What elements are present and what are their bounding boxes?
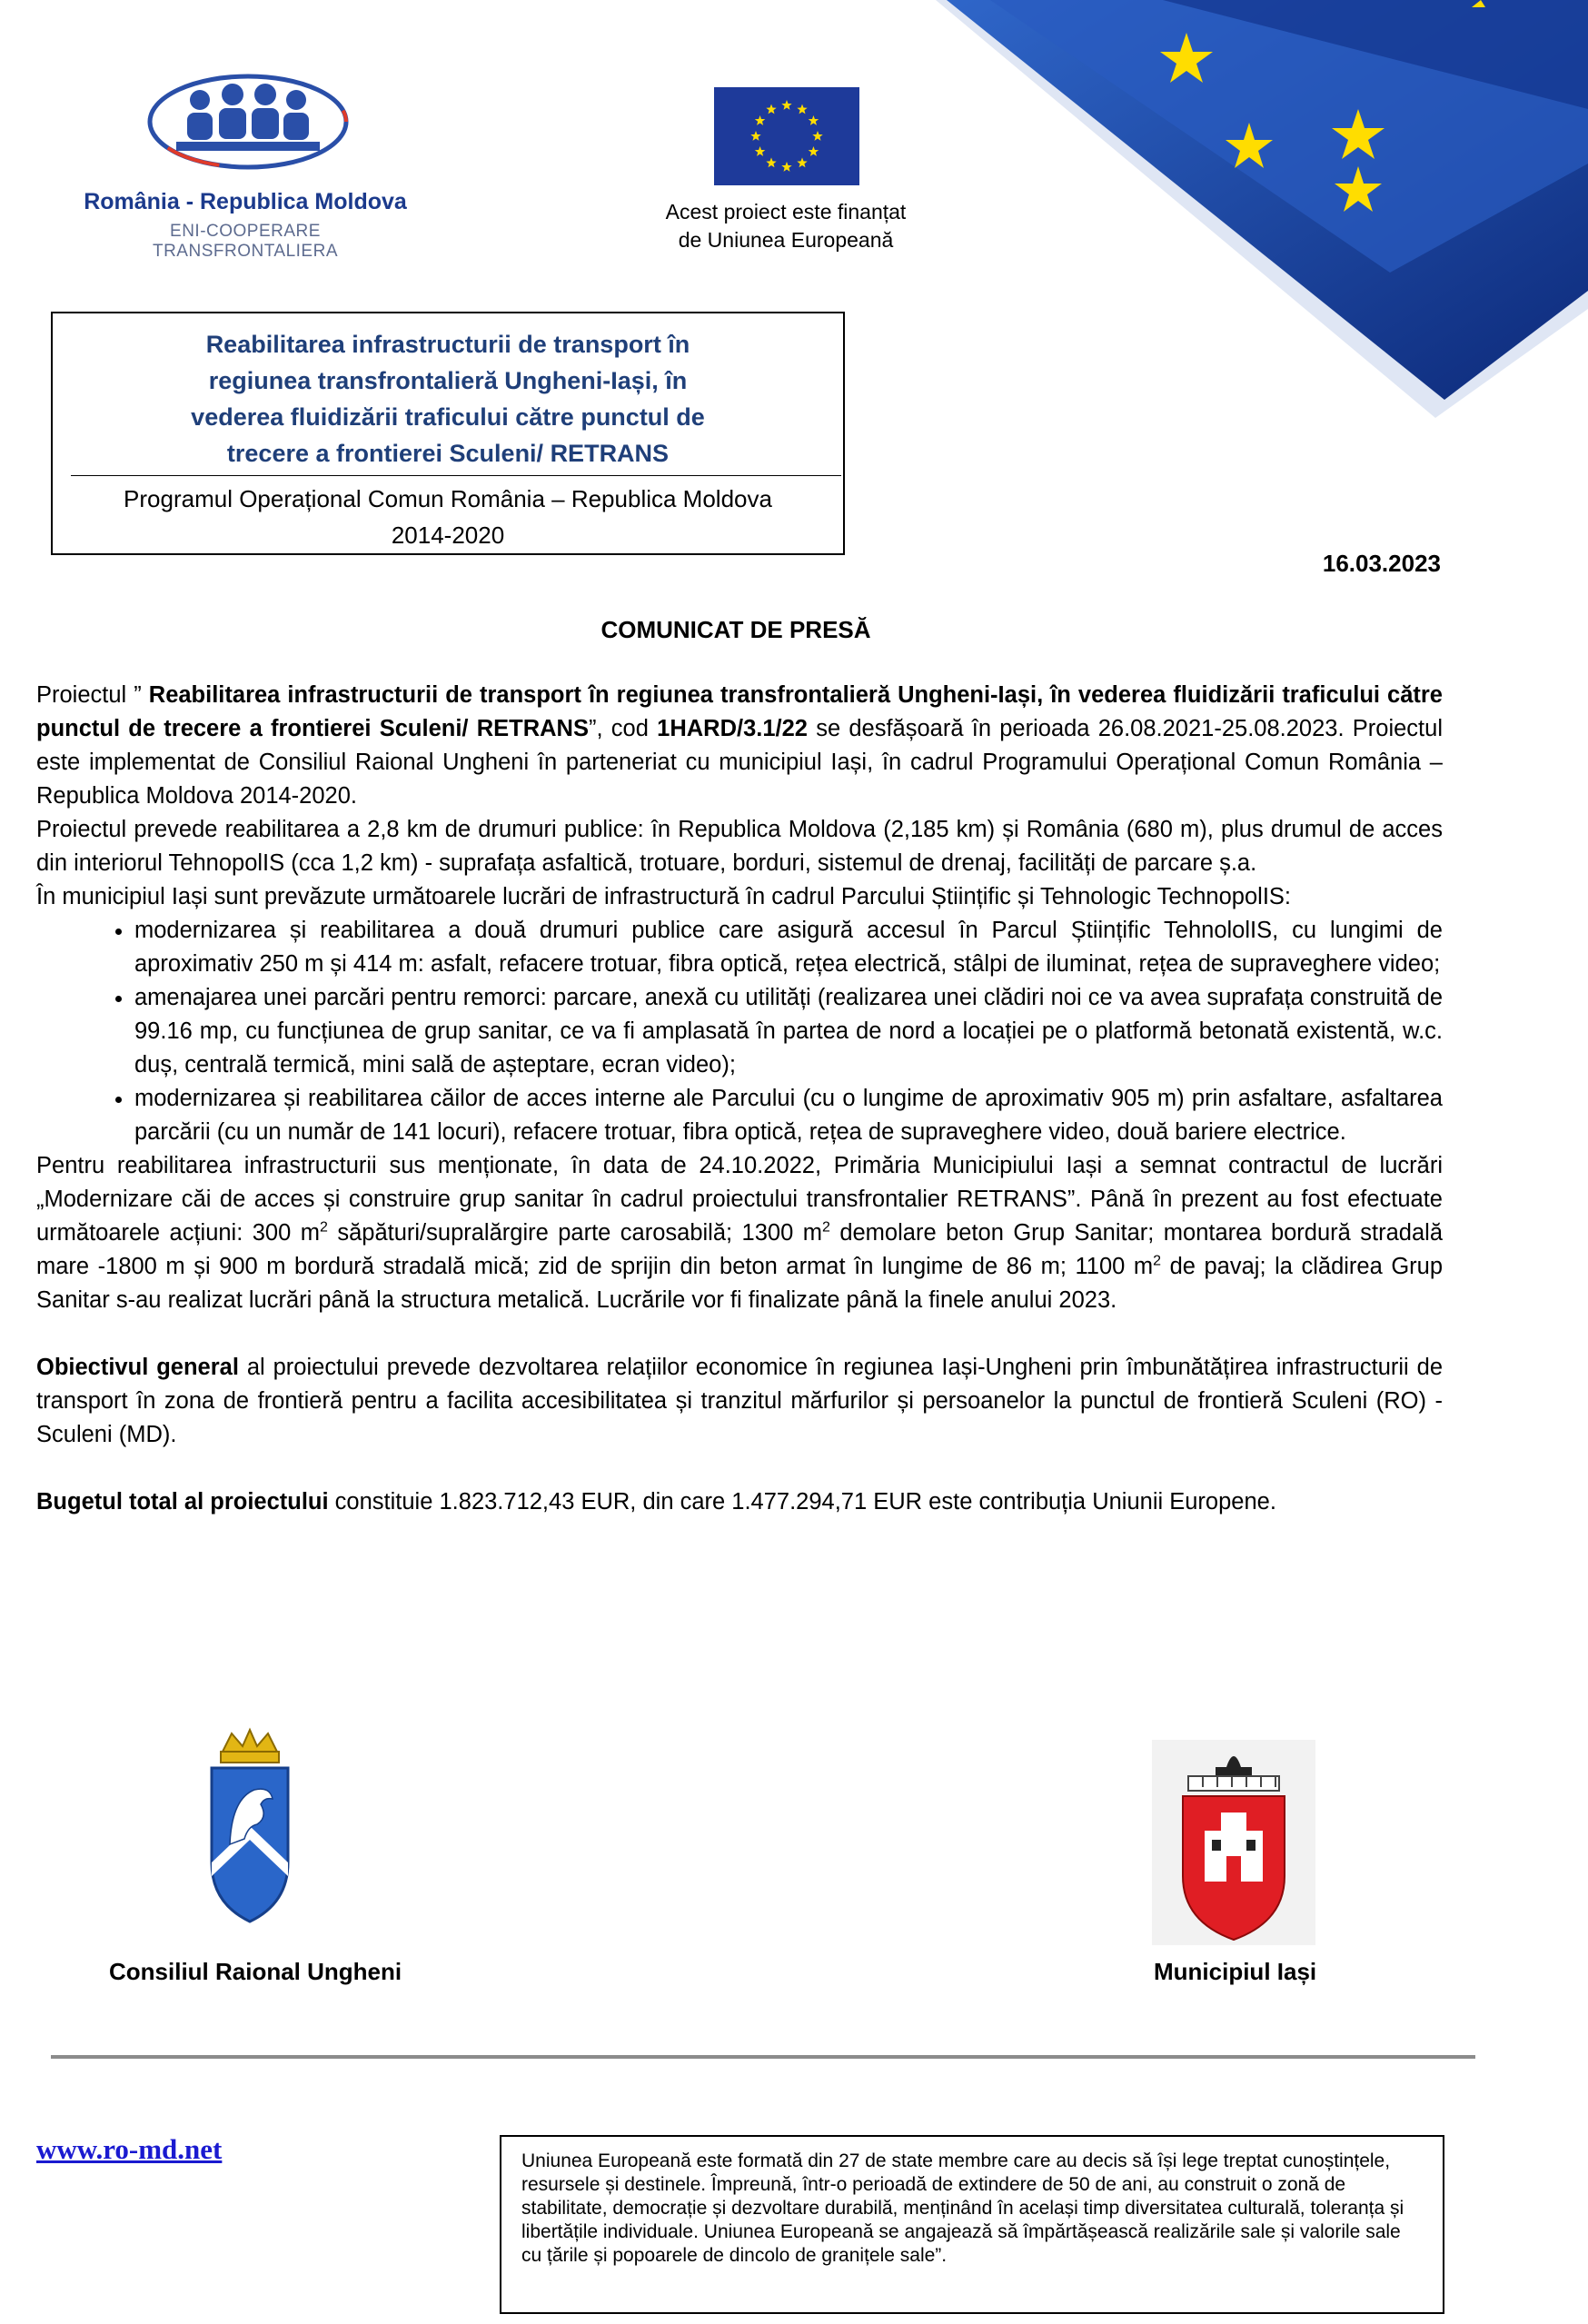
superscript: 2 xyxy=(821,1219,830,1236)
spacer xyxy=(36,1317,1443,1351)
works-list xyxy=(36,914,1443,1149)
project-title-line: regiunea transfrontalieră Ungheni-Iași, în xyxy=(208,367,688,394)
project-title xyxy=(89,326,807,472)
ungheni-coat-of-arms-icon xyxy=(182,1726,318,1926)
project-title-line: trecere a frontierei Sculeni/ RETRANS xyxy=(226,440,670,467)
programme-line-2: 2014-2020 xyxy=(391,521,505,549)
text-run: ”, cod xyxy=(588,716,658,741)
text-run: demolare beton Grup Sanitar; montarea bordură stradală mare -1800 m și 900 m bordură stradală mică; zid de sprijin din beton armat în lungime de 86 m; 1100 m xyxy=(36,1220,1443,1279)
paragraph-iasi-works: În municipiul Iași sunt prevăzute următoarele lucrări de infrastructură în cadrul Parcului Științific și Tehnologic TechnopolIS: xyxy=(36,884,1291,909)
programme-line-1: Programul Operațional Comun România – Republica Moldova xyxy=(124,485,772,512)
text-run: constituie 1.823.712,43 EUR, din care 1.477.294,71 EUR este contribuția Uniunii Europene. xyxy=(328,1489,1276,1515)
eu-flag-icon xyxy=(714,87,859,185)
paragraph-scope: Proiectul prevede reabilitarea a 2,8 km de drumuri publice: în Republica Moldova (2,185 km) și România (680 m), plus drumul de acces din interiorul TehnopolIS (cca 1,2 km) - suprafața asfaltică, trotuare, borduri, sistemul de drenaj, facilități de parcare ș.a. xyxy=(36,817,1443,876)
document-date: 16.03.2023 xyxy=(1322,550,1441,577)
eu-caption-line-2: de Uniunea Europeană xyxy=(678,228,894,252)
objective-label: Obiectivul general xyxy=(36,1355,239,1380)
budget-label: Bugetul total al proiectului xyxy=(36,1489,329,1515)
paragraph-objective xyxy=(36,1351,1443,1452)
eu-caption-line-1: Acest proiect este finanțat xyxy=(665,200,907,223)
text-run: săpături/supralărgire parte carosabilă; 1300 m xyxy=(327,1220,822,1246)
paragraph-budget xyxy=(36,1485,1443,1519)
text-run: al proiectului prevede dezvoltarea relațiilor economice în regiunea Iași-Ungheni prin îmbunătățirea infrastructurii de transport în zona de frontieră pentru a facilita accesibilitatea și tranzitul mărfurilor și persoanelor la punctul de frontieră Sculeni (RO) - Sculeni (MD). xyxy=(36,1355,1444,1447)
eu-corner-decoration xyxy=(936,0,1588,418)
superscript: 2 xyxy=(319,1219,328,1236)
paragraph-intro xyxy=(36,679,1443,813)
eu-funding-caption xyxy=(627,198,945,254)
text-run: de pavaj; la clădirea Grup Sanitar s-au realizat lucrări până la structura metalică. Lucrările vor fi finalizate până la finele anului 2023. xyxy=(36,1254,1444,1313)
project-title-box xyxy=(51,312,845,555)
project-title-line: Reabilitarea infrastructurii de transport în xyxy=(205,331,690,358)
ro-md-programme-logo xyxy=(82,71,409,261)
project-name-bold: Reabilitarea infrastructurii de transport în regiunea transfrontalieră Ungheni-Iași, în vederea fluidizării traficului către punctul de trecere a frontierei Sculeni/ RETRANS xyxy=(36,682,1443,741)
ro-md-logo-subtitle: ENI-COOPERARE TRANSFRONTALIERA xyxy=(152,222,338,261)
eu-statement-box: Uniunea Europeană este formată din 27 de state membre care au decis să își lege treptat cunoștințele, resursele și destinele. Împreună, într-o perioadă de extindere de 50 de ani, au construit o zonă de stabilitate, democrație și dezvoltare durabilă, menținând în același timp diversitatea culturală, toleranța și libertățile individuale. Uniunea Europeană se angajează să împărtășească realizările sale și valorile sale cu țările și popoarele de dincolo de granițele sale”. xyxy=(500,2135,1444,2314)
text-run: se desfășoară în perioada 26.08.2021-25.08.2023. Proiectul este implementat de Consiliul Raional Ungheni în parteneriat cu municipiul Iași, în cadrul Programului Operațional Comun România – Republica Moldova 2014-2020. xyxy=(36,716,1443,809)
list-item: • modernizarea și reabilitarea a două drumuri publice care asigură accesul în Parcul Științific TehnololIS, cu lungimi de aproximativ 250 m și 414 m: asfalt, refacere trotuar, fibra optică, rețea electrică, stâlpi de iluminat, rețea de supraveghere video; xyxy=(134,914,1443,981)
footer-divider xyxy=(51,2055,1475,2059)
partner-label-iasi: Municipiul Iași xyxy=(1154,1958,1317,1985)
programme-name xyxy=(71,481,825,553)
press-release-heading: COMUNICAT DE PRESĂ xyxy=(600,616,871,643)
partner-label-ungheni: Consiliul Raional Ungheni xyxy=(109,1958,402,1985)
project-title-line: vederea fluidizării traficului către punctul de xyxy=(191,403,705,431)
list-item: • amenajarea unei parcări pentru remorci: parcare, anexă cu utilități (realizarea unei clădiri noi ce va avea suprafața construită de 99.16 mp, cu funcțiunea de grup sanitar, ce va fi amplasată în partea de nord a locației pe o platformă betonată existentă, w.c. duș, centrală termică, mini sală de așteptare, ecran video); xyxy=(134,981,1443,1082)
iasi-coat-of-arms-icon xyxy=(1152,1740,1315,1945)
text-run: Proiectul ” xyxy=(36,682,149,708)
website-link[interactable]: www.ro-md.net xyxy=(36,2133,223,2165)
people-group-icon xyxy=(144,71,352,173)
press-release-body xyxy=(36,679,1443,1519)
text-run: Pentru reabilitarea infrastructurii sus menționate, în data de 24.10.2022, Primăria Municipiului Iași a semnat contractul de lucrări „Modernizare căi de acces și construire grup sanitar în cadrul proiectului transfrontalier RETRANS”. Până în prezent au fost efectuate următoarele acțiuni: 300 m xyxy=(36,1153,1443,1246)
paragraph-contract xyxy=(36,1149,1443,1317)
title-divider xyxy=(71,475,841,476)
spacer xyxy=(36,1452,1443,1485)
ro-md-logo-title: România - Republica Moldova xyxy=(84,189,407,214)
list-item: • modernizarea și reabilitarea căilor de acces interne ale Parcului (cu o lungime de aproximativ 905 m) prin asfaltare, asfaltarea parcării (cu un număr de 141 locuri), refacere trotuar, fibra optică, rețea de supraveghere video, două bariere electrice. xyxy=(134,1082,1443,1149)
project-code: 1HARD/3.1/22 xyxy=(657,716,808,741)
superscript: 2 xyxy=(1153,1253,1162,1269)
